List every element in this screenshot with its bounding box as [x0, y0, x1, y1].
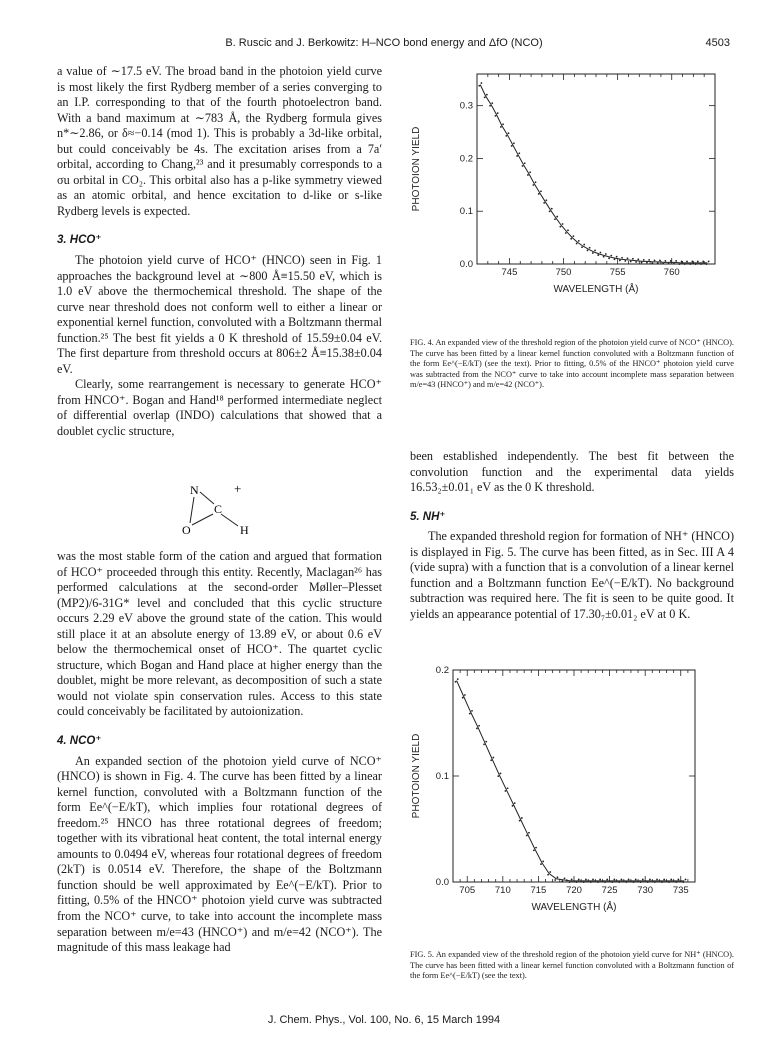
data-point [457, 678, 459, 680]
data-point [597, 254, 599, 256]
data-point [692, 261, 694, 263]
data-point [590, 881, 592, 883]
data-point [508, 132, 510, 134]
y-tick-label: 0.3 [459, 100, 473, 112]
data-point [646, 262, 648, 264]
data-point [649, 879, 651, 881]
data-point [557, 876, 559, 878]
data-point [621, 257, 623, 259]
data-point [578, 879, 580, 881]
data-point [535, 181, 537, 183]
data-point [469, 713, 471, 715]
data-point [549, 210, 551, 212]
data-point [569, 881, 571, 883]
bond-c-h [221, 514, 238, 526]
paragraph: Clearly, some rearrangement is necessary to generate HCO⁺ from HNCO⁺. Bogan and Hand¹⁸ performed intermediate neglect of differential overlap (INDO) calculations that showed that a doublet cyclic structure, [57, 377, 382, 439]
data-point [657, 262, 659, 264]
data-point [619, 260, 621, 262]
page-number: 4503 [705, 37, 730, 49]
data-point [624, 260, 626, 262]
data-point [697, 261, 699, 263]
data-point [535, 847, 537, 849]
figure-5-chart [405, 660, 735, 924]
x-tick-label: 720 [566, 885, 582, 896]
data-point [663, 879, 665, 881]
cyclic-structure-diagram [166, 480, 266, 540]
data-point [633, 881, 635, 883]
data-point [559, 226, 561, 228]
data-point [484, 96, 486, 98]
data-point [628, 879, 630, 881]
plot-frame [477, 74, 715, 264]
data-point [610, 255, 612, 257]
atom-n: N [190, 483, 199, 497]
paragraph: The photoion yield curve of HCO⁺ (HNCO) seen in Fig. 1 approaches the background level at ∼800 Å≡15.50 eV, which is 1.0 eV above the thermochemical threshold. The shape of the curve near threshold does not conform well to either a linear or exponential kernel function, convoluted with a Boltzmann thermal function.²⁵ The best fit yields a 0 K threshold of 15.59±0.04 eV. The first departure from threshold occurs at 806±2 Å≡15.38±0.04 eV. [57, 253, 382, 376]
data-point [556, 216, 558, 218]
data-point [603, 256, 605, 258]
data-point [571, 879, 573, 881]
data-point [565, 232, 567, 234]
data-point [576, 243, 578, 245]
x-tick-label: 745 [501, 267, 518, 278]
x-tick-label: 755 [609, 267, 626, 278]
data-point [597, 881, 599, 883]
bond-n-c [200, 492, 214, 504]
data-point [637, 258, 639, 260]
data-point [490, 759, 492, 761]
x-tick-label: 725 [601, 885, 618, 896]
x-axis-label: WAVELENGTH (Å) [531, 902, 617, 913]
data-point [632, 258, 634, 260]
charge-plus: + [234, 481, 242, 496]
paragraph: been established independently. The best fit between the convolution function and the experimental data yields 16.53₂±0.01₁ eV as the 0 K threshold. [410, 449, 734, 495]
data-point [540, 190, 542, 192]
data-point [505, 135, 507, 137]
y-tick-label: 0.1 [459, 206, 473, 218]
data-point [585, 879, 587, 881]
data-point [600, 252, 602, 254]
data-point [514, 802, 516, 804]
data-point [682, 881, 684, 883]
data-point [489, 105, 491, 107]
data-point [592, 252, 594, 254]
section-heading-nh: 5. NH⁺ [410, 510, 446, 523]
x-tick-label: 750 [555, 267, 572, 278]
data-point [583, 244, 585, 246]
data-point [561, 880, 563, 882]
data-point [483, 743, 485, 745]
data-point [681, 261, 683, 263]
data-point [643, 259, 645, 261]
data-point [608, 257, 610, 259]
data-point [500, 773, 502, 775]
data-point [551, 208, 553, 210]
data-point [668, 263, 670, 265]
x-tick-label: 730 [637, 885, 654, 896]
data-point [527, 174, 529, 176]
atom-o: O [182, 523, 191, 537]
atom-h: H [240, 523, 249, 537]
data-point [583, 881, 585, 883]
data-point [654, 881, 656, 883]
data-point [662, 263, 664, 265]
plot-frame [453, 670, 695, 882]
x-tick-label: 710 [494, 885, 511, 896]
data-point [594, 249, 596, 251]
data-point [618, 881, 620, 883]
data-point [497, 112, 499, 114]
data-point [512, 805, 514, 807]
left-column-top [57, 64, 382, 440]
x-axis-label: WAVELENGTH (Å) [553, 284, 639, 295]
data-point [554, 879, 556, 881]
data-point [529, 171, 531, 173]
data-point [630, 261, 632, 263]
data-point [545, 199, 547, 201]
data-point [547, 874, 549, 876]
section-heading-nco: 4. NCO⁺ [57, 735, 102, 748]
x-tick-label: 705 [459, 885, 476, 896]
data-point [664, 260, 666, 262]
data-point [685, 879, 687, 881]
data-point [654, 259, 656, 261]
data-point [462, 697, 464, 699]
data-point [642, 879, 644, 881]
data-point [587, 250, 589, 252]
paragraph: The expanded threshold region for formation of NH⁺ (HNCO) is displayed in Fig. 5. The curve has been fitted, as in Sec. III A 4 (vide supra) with a function that is a convolution of a linear kernel function and a Boltzmann function Ee^(−E/kT). No background subtraction was required here. The fit is seen to be quite good. It yields an appearance potential of 17.30₇±0.01₂ eV at 0 K. [410, 529, 734, 621]
data-point [526, 835, 528, 837]
data-point [497, 775, 499, 777]
data-point [675, 260, 677, 262]
data-point [521, 817, 523, 819]
data-point [684, 263, 686, 265]
data-point [605, 253, 607, 255]
y-axis-label: PHOTOION YIELD [411, 733, 422, 819]
data-point [581, 246, 583, 248]
data-point [706, 263, 708, 265]
data-point [616, 256, 618, 258]
data-point [599, 879, 601, 881]
data-point [543, 202, 545, 204]
fit-curve [480, 85, 707, 263]
data-point [647, 881, 649, 883]
data-point [635, 261, 637, 263]
data-point [621, 879, 623, 881]
data-point [614, 258, 616, 260]
data-point [670, 879, 672, 881]
right-column-text [410, 449, 734, 622]
data-point [522, 165, 524, 167]
bond-c-o [192, 514, 213, 525]
data-point [471, 710, 473, 712]
x-tick-label: 735 [672, 885, 689, 896]
data-point [464, 694, 466, 696]
data-point [481, 82, 483, 84]
data-point [500, 126, 502, 128]
data-point [519, 820, 521, 822]
data-point [492, 757, 494, 759]
data-point [491, 102, 493, 104]
data-point [578, 240, 580, 242]
fit-curve [457, 681, 685, 881]
y-axis-label: PHOTOION YIELD [411, 126, 422, 212]
y-tick-label: 0.1 [435, 771, 449, 782]
data-point [604, 881, 606, 883]
y-tick-label: 0.2 [459, 153, 473, 165]
data-point [576, 881, 578, 883]
data-point [673, 263, 675, 265]
data-point [651, 262, 653, 264]
figure-5-caption: FIG. 5. An expanded view of the threshold region of the photoion yield curve for NH⁺ (HNCO). The curve has been fitted with a linear kernel function convoluted with a Boltzmann function of the form Ee^(−E/kT) (see the text). [410, 950, 734, 981]
paragraph: was the most stable form of the cation and argued that formation of HCO⁺ proceeded through this entity. Recently, Maclagan²⁶ has performed calculations at the second-order Møller–Plesset (MP2)/6-31G* level and concluded that this cyclic structure occurs 2.29 eV above the ground state of the cation. This would still place it at an absolute energy of 13.89 eV, or about 0.6 eV below the thermochemical onset of HCO⁺. The quartet cyclic structure, which Bogan and Hand place at higher energy than the doublet, might be more relevant, as decomposition of such a state would not violate spin conservation rules. Access to this state could conceivably be facilitated by autoionization. [57, 549, 382, 719]
figure-4-caption: FIG. 4. An expanded view of the threshold region of the photoion yield curve of NCO⁺ (HNCO). The curve has been fitted by a linear kernel function convoluted with a Boltzmann function of the form Ee^(−E/kT) (see the text). Prior to fitting, 0.5% of the HNCO⁺ photoion yield curve was subtracted from the NCO⁺ curve to take into account incomplete mass separation between m/e=43 (HNCO⁺) and m/e=42 (NCO⁺). [410, 338, 734, 390]
data-point [648, 259, 650, 261]
data-point [659, 259, 661, 261]
data-point [511, 145, 513, 147]
data-point [627, 257, 629, 259]
data-point [570, 238, 572, 240]
data-point [625, 881, 627, 883]
data-point [678, 263, 680, 265]
data-point [592, 879, 594, 881]
data-point [606, 879, 608, 881]
running-title: B. Ruscic and J. Berkowitz: H–NCO bond energy and ΔfO (NCO) [225, 37, 543, 49]
data-point [554, 218, 556, 220]
data-point [542, 861, 544, 863]
data-point [689, 263, 691, 265]
data-point [507, 787, 509, 789]
data-point [640, 881, 642, 883]
data-point [562, 223, 564, 225]
data-point [641, 262, 643, 264]
data-point [538, 193, 540, 195]
data-point [495, 115, 497, 117]
data-point [478, 725, 480, 727]
figure-4-chart [405, 62, 735, 310]
data-point [573, 235, 575, 237]
data-point [478, 85, 480, 87]
data-point [502, 123, 504, 125]
y-tick-label: 0.0 [459, 259, 473, 270]
data-point [567, 229, 569, 231]
data-point [549, 871, 551, 873]
data-point [516, 155, 518, 157]
data-point [702, 261, 704, 263]
journal-footer: J. Chem. Phys., Vol. 100, No. 6, 15 March 1994 [267, 1014, 501, 1026]
data-point [513, 142, 515, 144]
data-point [532, 184, 534, 186]
data-point [686, 261, 688, 263]
data-point [528, 832, 530, 834]
data-point [524, 162, 526, 164]
data-point [485, 741, 487, 743]
data-point [695, 263, 697, 265]
data-point [656, 879, 658, 881]
data-point [678, 879, 680, 881]
bond-n-o [190, 497, 194, 523]
data-point [670, 260, 672, 262]
data-point [675, 881, 677, 883]
data-point [613, 879, 615, 881]
x-tick-label: 760 [663, 267, 680, 278]
data-point [504, 790, 506, 792]
data-point [518, 152, 520, 154]
data-point [533, 849, 535, 851]
data-point [540, 863, 542, 865]
data-point [564, 877, 566, 879]
data-point [611, 881, 613, 883]
data-point [589, 247, 591, 249]
paragraph: An expanded section of the photoion yield curve of NCO⁺ (HNCO) is shown in Fig. 4. The curve has been fitted by a linear kernel function, convoluted with a Boltzmann function of the form Ee^(−E/kT), which implies four rotational degrees of freedom.²⁵ HNCO has three rotational degrees of freedom; together with its vibrational heat content, the total internal energy amounts to 0.0494 eV, whereas four rotational degrees of freedom (2kT) is 0.0514 eV. Therefore, the shape of the Boltzmann function should be well approximated by Ee^(−E/kT). Prior to fitting, 0.5% of the HNCO⁺ photoion yield curve was subtracted from the NCO⁺ curve, to take into account the incomplete mass separation between m/e=43 (HNCO⁺) and m/e=42 (NCO⁺). The magnitude of this mass leakage had [57, 753, 382, 955]
y-tick-label: 0.2 [435, 665, 449, 676]
x-tick-label: 715 [530, 885, 547, 896]
data-point [668, 881, 670, 883]
data-point [700, 263, 702, 265]
data-point [476, 728, 478, 730]
data-point [635, 879, 637, 881]
atom-c: C [214, 502, 223, 516]
y-tick-label: 0.0 [435, 877, 449, 888]
paragraph: a value of ∼17.5 eV. The broad band in the photoion yield curve is most likely the first Rydberg member of a series converging to an I.P. corresponding to that of the fourth photoelectron band. With a band maximum at ∼783 Å, the Rydberg formula gives n*∼2.86, or δ≈−0.14 (mod 1). This is probably a 3d-like orbital, but could conceivably be 4s. The excitation arises from a 7a′ orbital, according to Chang,²³ and it presumably corresponds to a σu orbital in CO₂. This orbital also has a p-like symmetry viewed as an atomic orbital, and hence excitation to d-like or s-like Rydberg levels is expected. [57, 64, 382, 218]
data-point [708, 261, 710, 263]
data-point [661, 881, 663, 883]
data-point [455, 681, 457, 683]
left-column-bottom [57, 549, 382, 956]
section-heading-hco: 3. HCO⁺ [57, 234, 102, 247]
data-point [486, 94, 488, 96]
